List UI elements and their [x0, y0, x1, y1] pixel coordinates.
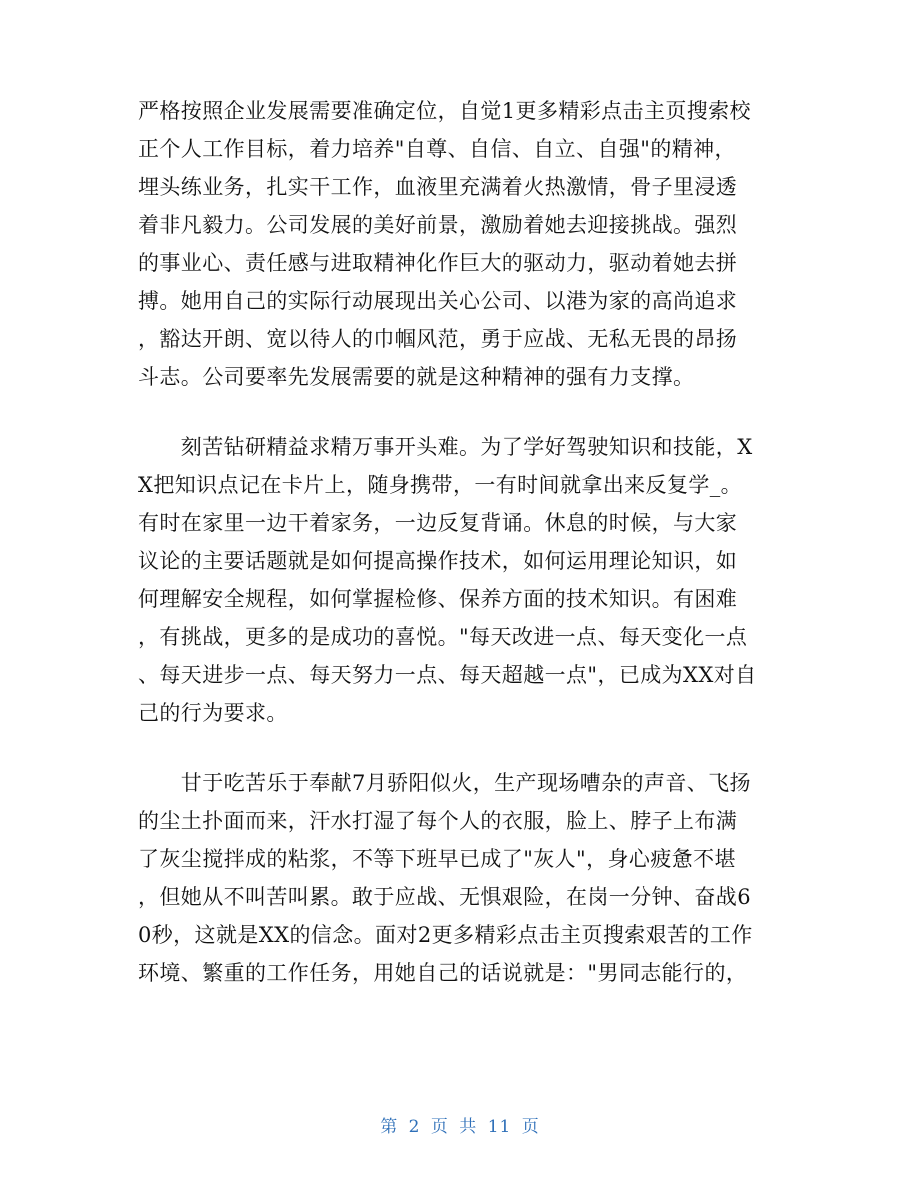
text-line: 搏。她用自己的实际行动展现出关心公司、以港为家的高尚追求	[138, 289, 738, 313]
text-line: 有时在家里一边干着家务，一边反复背诵。休息的时候，与大家	[138, 511, 738, 535]
text-line: 议论的主要话题就是如何提高操作技术，如何运用理论知识，如	[138, 549, 738, 573]
text-line: 0秒，这就是XX的信念。面对2更多精彩点击主页搜索艰苦的工作	[138, 923, 753, 947]
text-line: 的事业心、责任感与进取精神化作巨大的驱动力，驱动着她去拼	[138, 251, 738, 275]
page-footer	[0, 1112, 920, 1137]
text-line: 、每天进步一点、每天努力一点、每天超越一点"，已成为XX对自	[138, 663, 757, 687]
text-line: 埋头练业务，扎实干工作，血液里充满着火热激情，骨子里浸透	[138, 175, 738, 199]
footer-page-word: 页	[430, 1117, 449, 1137]
text-line: 己的行为要求。	[138, 701, 288, 725]
text-line: ，豁达开朗、宽以待人的巾帼风范，勇于应战、无私无畏的昂扬	[138, 327, 738, 351]
text-line: 正个人工作目标，着力培养"自尊、自信、自立、自强"的精神，	[138, 137, 736, 161]
text-line: ，有挑战，更多的是成功的喜悦。"每天改进一点、每天变化一点	[138, 625, 748, 649]
text-line: 严格按照企业发展需要准确定位，自觉1更多精彩点击主页搜索校	[138, 99, 751, 123]
text-line: 甘于吃苦乐于奉献7月骄阳似火，生产现场嘈杂的声音、飞扬	[138, 771, 751, 795]
text-line: 着非凡毅力。公司发展的美好前景，激励着她去迎接挑战。强烈	[138, 213, 738, 237]
text-line: 何理解安全规程，如何掌握检修、保养方面的技术知识。有困难	[138, 587, 738, 611]
footer-prefix: 第	[380, 1117, 399, 1137]
text-line: 斗志。公司要率先发展需要的就是这种精神的强有力支撑。	[138, 365, 695, 389]
text-line: ，但她从不叫苦叫累。敢于应战、无惧艰险，在岗一分钟、奋战6	[138, 885, 751, 909]
footer-total-pages: 11	[487, 1117, 512, 1137]
footer-total-prefix: 共	[459, 1117, 478, 1137]
footer-suffix: 页	[521, 1117, 540, 1137]
text-line: 的尘土扑面而来，汗水打湿了每个人的衣服，脸上、脖子上布满	[138, 809, 738, 833]
text-line: 了灰尘搅拌成的粘浆，不等下班早已成了"灰人"，身心疲惫不堪	[138, 847, 736, 871]
text-line: 环境、繁重的工作任务，用她自己的话说就是："男同志能行的，	[138, 961, 748, 985]
text-line: 刻苦钻研精益求精万事开头难。为了学好驾驶知识和技能，X	[138, 435, 753, 459]
text-line: X把知识点记在卡片上，随身携带，一有时间就拿出来反复学_。	[138, 473, 743, 497]
footer-current-page: 2	[408, 1117, 421, 1137]
